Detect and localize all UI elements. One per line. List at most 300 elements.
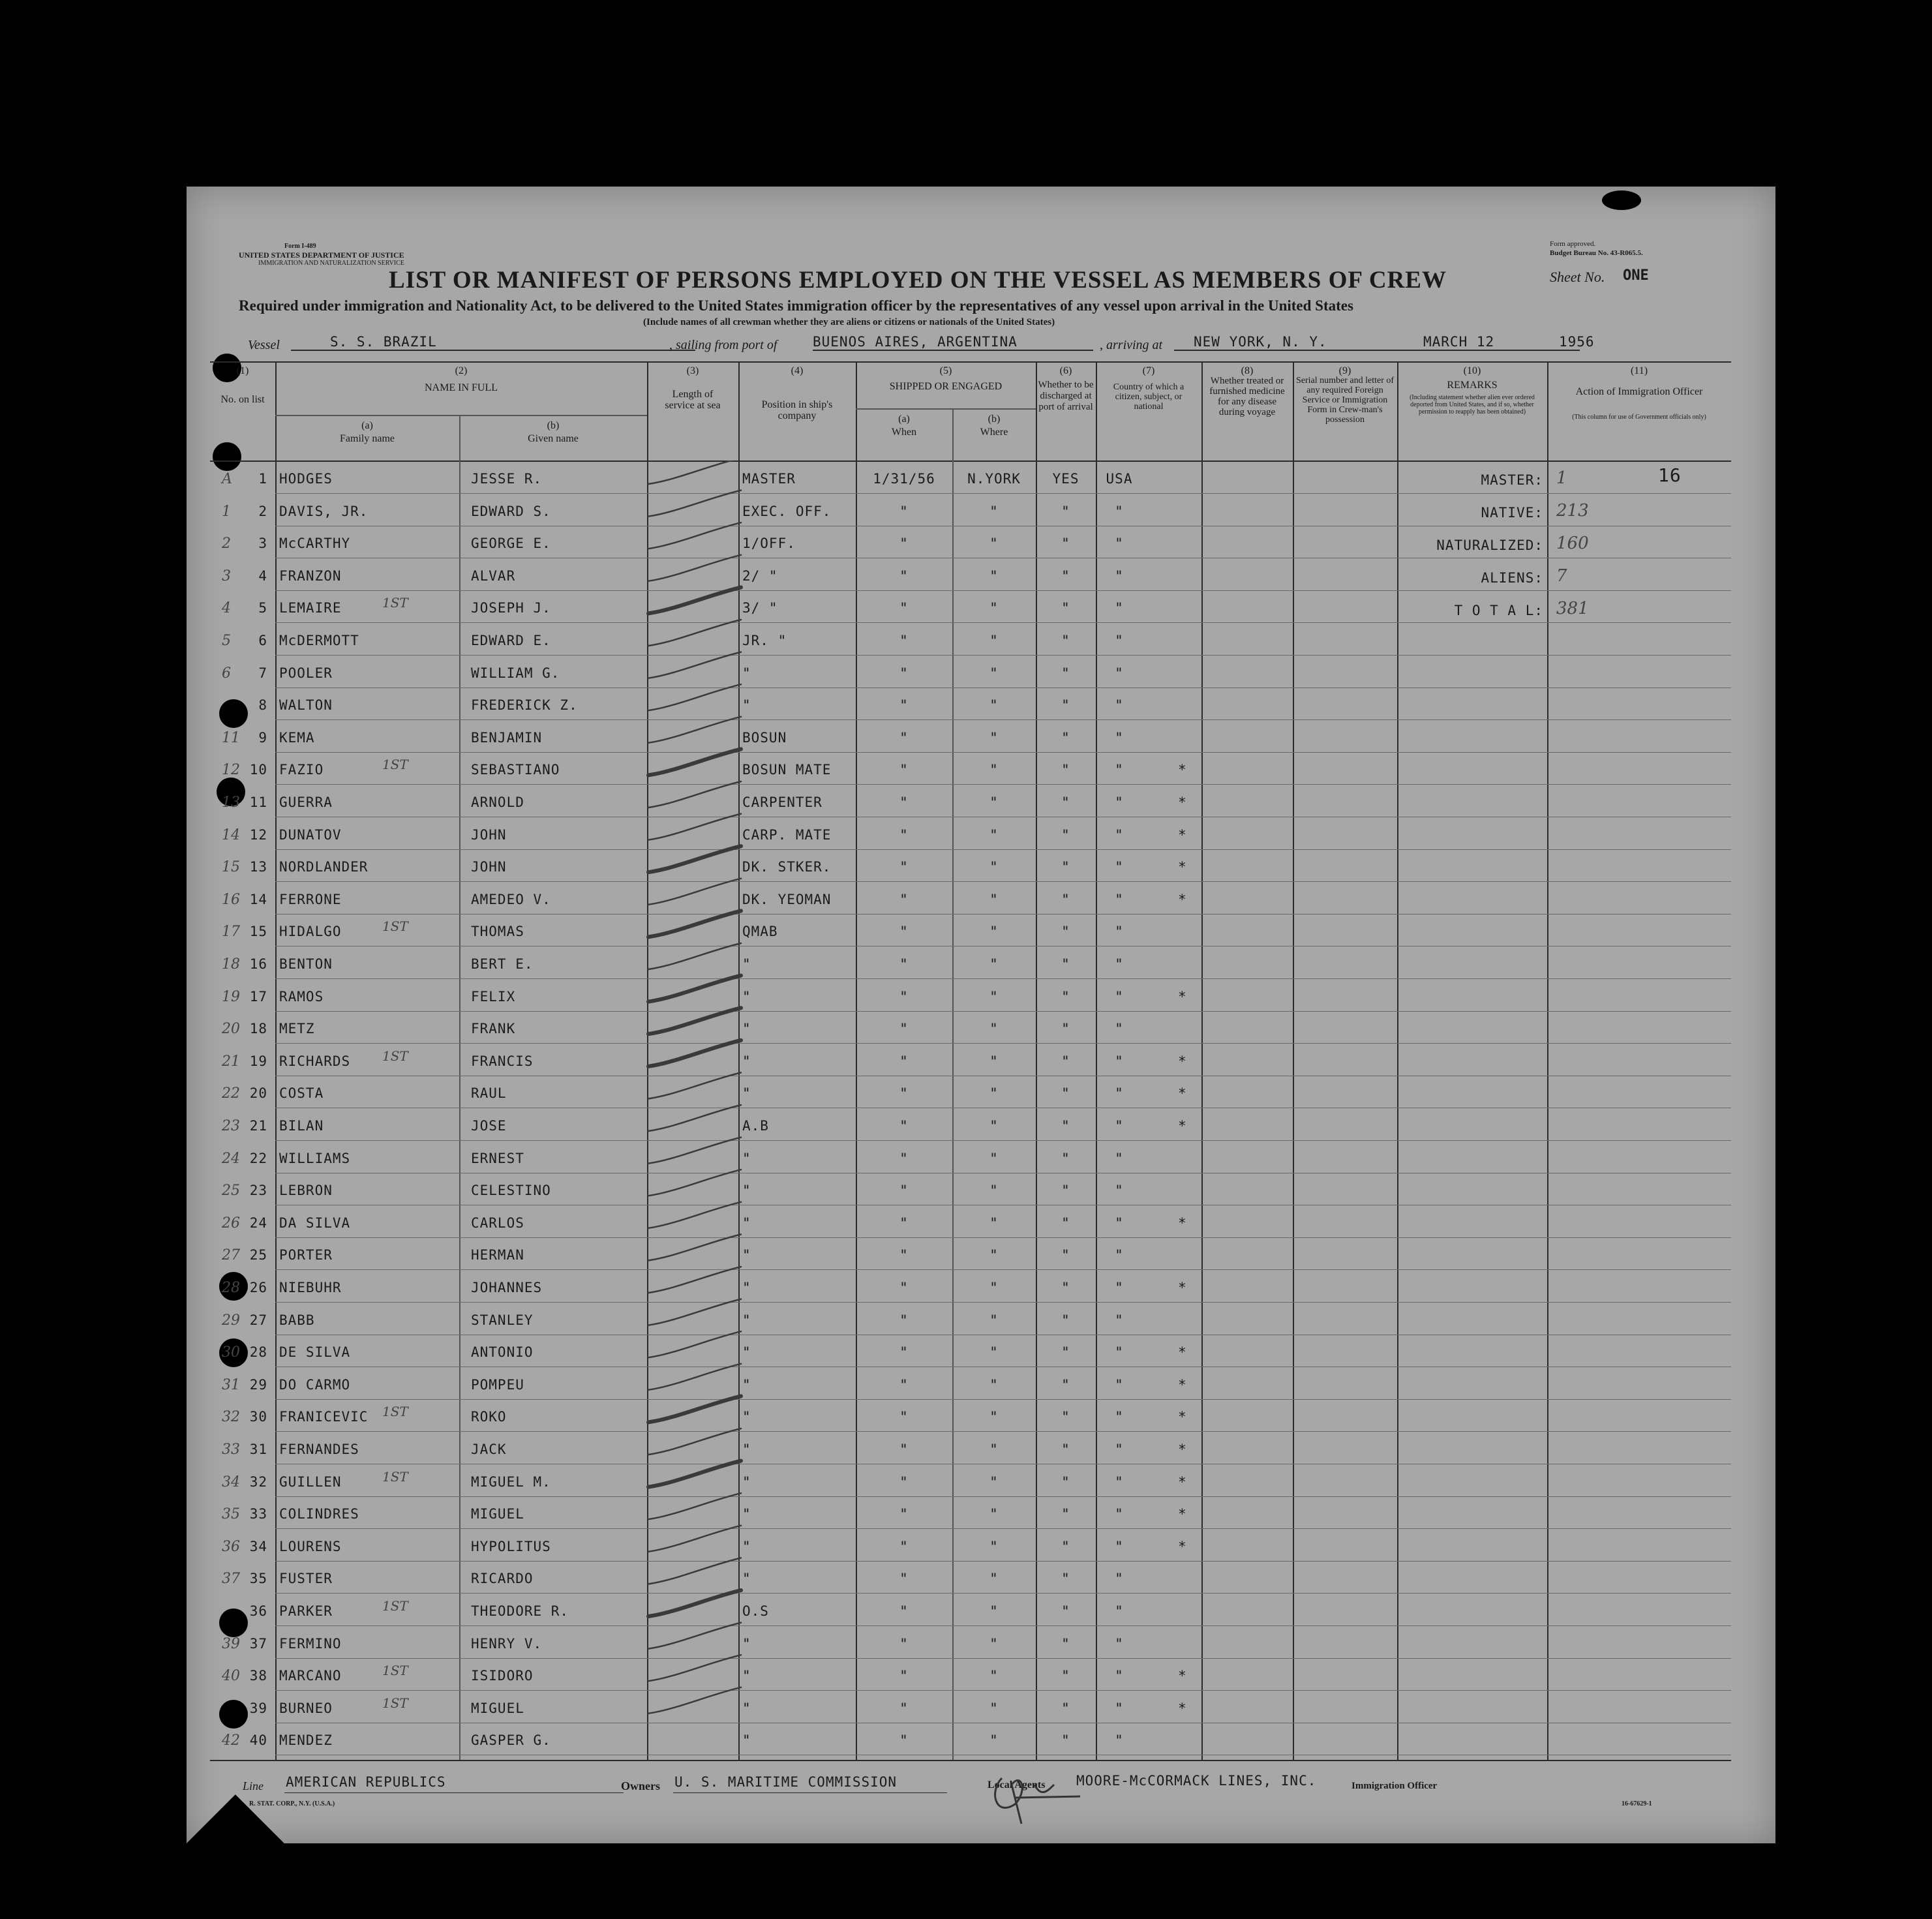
list-number: 29 xyxy=(249,1377,267,1393)
shipped-when: 1/31/56 xyxy=(873,471,935,487)
service-stroke xyxy=(648,1428,741,1455)
service-stroke xyxy=(648,749,741,775)
shipped-when: " xyxy=(899,1215,909,1231)
shipped-when: " xyxy=(899,1247,909,1263)
officer-signature xyxy=(976,1759,1106,1830)
family-name: DUNATOV xyxy=(279,827,342,843)
alien-mark: * xyxy=(1178,1215,1187,1231)
discharged: " xyxy=(1061,1636,1070,1652)
col3-num: (3) xyxy=(686,365,699,376)
shipped-when: " xyxy=(899,1539,909,1554)
form-title: LIST OR MANIFEST OF PERSONS EMPLOYED ON THE VESSEL AS MEMBERS OF CREW xyxy=(389,267,1447,294)
list-number-handwritten: 39 xyxy=(222,1636,240,1652)
list-number: 17 xyxy=(249,989,267,1005)
service-stroke xyxy=(648,814,741,840)
country: " xyxy=(1115,989,1124,1005)
torn-corner xyxy=(180,1794,291,1905)
list-number: 16 xyxy=(249,956,267,972)
country: " xyxy=(1115,633,1124,648)
list-number-handwritten: 13 xyxy=(222,794,240,811)
shipped-when: " xyxy=(899,1506,909,1522)
table-row xyxy=(187,1663,1775,1699)
table-row xyxy=(187,665,1775,697)
table-header-rule xyxy=(210,461,1731,462)
service-stroke xyxy=(648,652,741,678)
list-number-handwritten: 24 xyxy=(222,1151,240,1167)
shipped-when: " xyxy=(899,697,909,713)
alien-mark: * xyxy=(1178,1344,1187,1360)
given-name: FREDERICK Z. xyxy=(471,697,578,713)
list-number-handwritten: 30 xyxy=(222,1344,240,1361)
table-row xyxy=(187,892,1775,923)
col9-header: Serial number and letter of any required Foreign Service or Immigration Form in Crew-man's possession xyxy=(1295,376,1395,425)
country: " xyxy=(1115,794,1124,810)
table-row xyxy=(187,1215,1775,1247)
summary-label: ALIENS: xyxy=(1481,570,1543,586)
owners-name: U. S. MARITIME COMMISSION xyxy=(674,1774,898,1790)
port-of-departure: BUENOS AIRES, ARGENTINA xyxy=(813,334,1093,351)
country: " xyxy=(1115,1215,1124,1231)
shipped-when: " xyxy=(899,1603,909,1619)
shipped-where: " xyxy=(989,924,999,939)
budget-bureau: Budget Bureau No. 43-R065.5. xyxy=(1550,249,1643,257)
given-name: WILLIAM G. xyxy=(471,665,560,681)
service-stroke xyxy=(648,1170,741,1196)
summary-extra: 16 xyxy=(1658,464,1682,486)
country: " xyxy=(1115,1247,1124,1263)
position: " xyxy=(742,1344,751,1360)
arrival-date: MARCH 12 xyxy=(1391,334,1580,351)
service-stroke xyxy=(648,1655,741,1681)
form-approved: Form approved. xyxy=(1550,240,1596,248)
family-name: WILLIAMS xyxy=(279,1151,351,1166)
col7-num: (7) xyxy=(1142,365,1155,376)
family-name: MENDEZ xyxy=(279,1732,333,1748)
list-number: 8 xyxy=(258,697,267,713)
given-name: JOSEPH J. xyxy=(471,600,551,616)
discharged: " xyxy=(1061,1603,1070,1619)
family-name: COLINDRES xyxy=(279,1506,359,1522)
list-number: 25 xyxy=(249,1247,267,1263)
list-number: 6 xyxy=(258,633,267,648)
summary-value: 160 xyxy=(1556,534,1589,553)
col10-header: REMARKS xyxy=(1447,380,1498,391)
list-number: 20 xyxy=(249,1085,267,1101)
col3-header: Length of service at sea xyxy=(665,389,721,411)
position: " xyxy=(742,1312,751,1328)
service-stroke xyxy=(648,1526,741,1552)
family-name: McDERMOTT xyxy=(279,633,359,648)
shipped-when: " xyxy=(899,1700,909,1716)
family-name: DAVIS, JR. xyxy=(279,504,369,519)
handwritten-note: 1ST xyxy=(382,1404,408,1419)
country: " xyxy=(1115,504,1124,519)
form-note: (Include names of all crewman whether they are aliens or citizens or nationals of the United States) xyxy=(643,317,1055,327)
shipped-when: " xyxy=(899,1118,909,1134)
table-row xyxy=(187,1312,1775,1344)
form-number: Form I-489 xyxy=(284,243,316,250)
shipped-when: " xyxy=(899,1377,909,1393)
handwritten-note: 1ST xyxy=(382,918,408,934)
list-number: 40 xyxy=(249,1732,267,1748)
summary-value: 7 xyxy=(1556,566,1567,586)
service-stroke xyxy=(648,1623,741,1649)
table-row xyxy=(187,1506,1775,1537)
service-stroke xyxy=(648,1687,741,1714)
summary-value: 213 xyxy=(1556,501,1589,521)
shipped-where: N.YORK xyxy=(967,471,1021,487)
country: " xyxy=(1115,568,1124,584)
service-stroke xyxy=(648,1299,741,1325)
discharged: " xyxy=(1061,1247,1070,1263)
given-name: EDWARD S. xyxy=(471,504,551,519)
table-row xyxy=(187,1469,1775,1505)
given-name: AMEDEO V. xyxy=(471,892,551,907)
list-number-handwritten: 34 xyxy=(222,1474,240,1490)
family-name: LOURENS xyxy=(279,1539,342,1554)
shipped-when: " xyxy=(899,568,909,584)
col2b-header: Given name xyxy=(528,433,579,444)
country: " xyxy=(1115,892,1124,907)
position: 2/ " xyxy=(742,568,778,584)
shipped-where: " xyxy=(989,1280,999,1295)
service-stroke xyxy=(648,555,741,581)
position: " xyxy=(742,1474,751,1490)
list-number: 15 xyxy=(249,924,267,939)
footer-rule xyxy=(673,1792,947,1793)
position: DK. STKER. xyxy=(742,859,832,875)
col6-num: (6) xyxy=(1059,365,1072,376)
list-number-handwritten: 23 xyxy=(222,1118,240,1134)
given-name: ANTONIO xyxy=(471,1344,534,1360)
shipped-where: " xyxy=(989,1474,999,1490)
service-stroke xyxy=(648,1396,741,1422)
family-name: METZ xyxy=(279,1021,315,1036)
sub-rule xyxy=(856,408,1036,410)
family-name: RICHARDS xyxy=(279,1053,351,1069)
summary-label: T O T A L: xyxy=(1454,603,1543,618)
list-number: 27 xyxy=(249,1312,267,1328)
position: " xyxy=(742,697,751,713)
table-row xyxy=(187,1404,1775,1440)
list-number: 11 xyxy=(249,794,267,810)
list-number: 12 xyxy=(249,827,267,843)
service-stroke xyxy=(648,620,741,646)
given-name: RAUL xyxy=(471,1085,507,1101)
list-number: 19 xyxy=(249,1053,267,1069)
shipped-when: " xyxy=(899,956,909,972)
family-name: LEBRON xyxy=(279,1183,333,1198)
handwritten-note: 1ST xyxy=(382,1663,408,1678)
list-number-handwritten: 36 xyxy=(222,1539,240,1555)
service-length-marks xyxy=(643,461,747,1759)
given-name: MIGUEL M. xyxy=(471,1474,551,1490)
discharged: " xyxy=(1061,1183,1070,1198)
given-name: HYPOLITUS xyxy=(471,1539,551,1554)
shipped-when: " xyxy=(899,1151,909,1166)
discharged: " xyxy=(1061,1280,1070,1295)
discharged: " xyxy=(1061,827,1070,843)
summary-label: NATIVE: xyxy=(1481,505,1543,521)
shipped-where: " xyxy=(989,989,999,1005)
shipped-when: " xyxy=(899,600,909,616)
position: " xyxy=(742,1280,751,1295)
list-number-handwritten: 40 xyxy=(222,1668,240,1684)
summary-value: 1 xyxy=(1556,468,1567,488)
shipped-where: " xyxy=(989,794,999,810)
col11-header: Action of Immigration Officer xyxy=(1575,386,1703,397)
alien-mark: * xyxy=(1178,1409,1187,1425)
shipped-when: " xyxy=(899,1636,909,1652)
shipped-where: " xyxy=(989,762,999,778)
position: BOSUN xyxy=(742,730,787,746)
list-number-handwritten: 37 xyxy=(222,1571,240,1587)
country: " xyxy=(1115,1183,1124,1198)
position: " xyxy=(742,1636,751,1652)
table-row xyxy=(187,1280,1775,1311)
col2-num: (2) xyxy=(455,365,468,376)
col8-header: Whether treated or furnished medicine for any disease during voyage xyxy=(1209,376,1285,417)
given-name: EDWARD E. xyxy=(471,633,551,648)
country: " xyxy=(1115,536,1124,551)
position: O.S xyxy=(742,1603,769,1619)
given-name: POMPEU xyxy=(471,1377,524,1393)
alien-mark: * xyxy=(1178,794,1187,810)
shipped-when: " xyxy=(899,892,909,907)
shipped-where: " xyxy=(989,1085,999,1101)
list-number: 14 xyxy=(249,892,267,907)
given-name: HENRY V. xyxy=(471,1636,543,1652)
list-number-handwritten: 4 xyxy=(222,600,231,616)
country: " xyxy=(1115,762,1124,778)
table-row xyxy=(187,1571,1775,1602)
shipped-where: " xyxy=(989,1506,999,1522)
table-row xyxy=(187,859,1775,890)
country: " xyxy=(1115,1732,1124,1748)
given-name: JOHANNES xyxy=(471,1280,543,1295)
shipped-when: " xyxy=(899,1732,909,1748)
service-stroke xyxy=(648,1138,741,1164)
shipped-where: " xyxy=(989,1668,999,1684)
col2a-header: Family name xyxy=(340,433,395,444)
port-of-arrival: NEW YORK, N. Y. xyxy=(1174,334,1402,351)
shipped-where: " xyxy=(989,859,999,875)
shipped-when: " xyxy=(899,989,909,1005)
shipped-when: " xyxy=(899,827,909,843)
discharged: " xyxy=(1061,1506,1070,1522)
col5b-header: Where xyxy=(980,427,1008,438)
shipped-where: " xyxy=(989,1118,999,1134)
manifest-sheet xyxy=(187,187,1775,1843)
shipped-where: " xyxy=(989,1539,999,1554)
shipped-where: " xyxy=(989,1636,999,1652)
position: JR. " xyxy=(742,633,787,648)
shipped-when: " xyxy=(899,1312,909,1328)
position: A.B xyxy=(742,1118,769,1134)
list-number: 2 xyxy=(258,504,267,519)
table-row xyxy=(187,1183,1775,1214)
service-stroke xyxy=(648,1008,741,1034)
discharged: " xyxy=(1061,1539,1070,1554)
given-name: FELIX xyxy=(471,989,516,1005)
position: " xyxy=(742,1085,751,1101)
col4-header: Position in ship's company xyxy=(761,399,833,421)
family-name: DO CARMO xyxy=(279,1377,351,1393)
position: " xyxy=(742,956,751,972)
list-number: 38 xyxy=(249,1668,267,1684)
service-stroke xyxy=(648,1267,741,1293)
discharged: " xyxy=(1061,730,1070,746)
list-number-handwritten: 21 xyxy=(222,1053,240,1070)
position: " xyxy=(742,1151,751,1166)
summary-value: 381 xyxy=(1556,599,1589,618)
table-row xyxy=(187,956,1775,988)
table-row xyxy=(187,989,1775,1020)
list-number: 22 xyxy=(249,1151,267,1166)
col5b-letter: (b) xyxy=(988,414,1001,425)
service-stroke xyxy=(648,1461,741,1487)
table-row xyxy=(187,1695,1775,1732)
shipped-where: " xyxy=(989,1021,999,1036)
alien-mark: * xyxy=(1178,1053,1187,1069)
list-number: 9 xyxy=(258,730,267,746)
list-number: 39 xyxy=(249,1700,267,1716)
country: " xyxy=(1115,1377,1124,1393)
arriving-label: , arriving at xyxy=(1100,338,1163,352)
alien-mark: * xyxy=(1178,1539,1187,1554)
country: " xyxy=(1115,730,1124,746)
handwritten-note: 1ST xyxy=(382,1048,408,1064)
table-row xyxy=(187,1085,1775,1117)
family-name: BABB xyxy=(279,1312,315,1328)
country: " xyxy=(1115,1603,1124,1619)
col5a-letter: (a) xyxy=(898,414,910,425)
vessel-name: S. S. BRAZIL xyxy=(291,334,695,351)
sheet-number: ONE xyxy=(1623,267,1649,284)
family-name: HODGES xyxy=(279,471,333,487)
discharged: " xyxy=(1061,859,1070,875)
shipped-where: " xyxy=(989,1344,999,1360)
agency-line-1: UNITED STATES DEPARTMENT OF JUSTICE xyxy=(239,250,404,260)
alien-mark: * xyxy=(1178,1668,1187,1684)
sub-rule xyxy=(275,415,647,416)
table-row xyxy=(187,1247,1775,1278)
list-number: 26 xyxy=(249,1280,267,1295)
punch-hole xyxy=(1602,190,1641,210)
shipped-where: " xyxy=(989,892,999,907)
given-name: MIGUEL xyxy=(471,1506,524,1522)
col1-header: No. on list xyxy=(220,394,265,405)
given-name: GEORGE E. xyxy=(471,536,551,551)
col1-num: (1) xyxy=(236,365,249,376)
handwritten-note: 1ST xyxy=(382,1695,408,1711)
officer-label: Immigration Officer xyxy=(1351,1781,1438,1791)
list-number: 30 xyxy=(249,1409,267,1425)
sailing-label: , sailing from port of xyxy=(669,338,777,352)
service-stroke xyxy=(648,522,741,549)
table-row xyxy=(187,918,1775,955)
col9-num: (9) xyxy=(1338,365,1351,376)
shipped-when: " xyxy=(899,1085,909,1101)
service-stroke xyxy=(648,1105,741,1131)
col6-header: Whether to be discharged at port of arrival xyxy=(1038,380,1094,412)
given-name: ERNEST xyxy=(471,1151,524,1166)
given-name: RICARDO xyxy=(471,1571,534,1586)
given-name: ALVAR xyxy=(471,568,516,584)
alien-mark: * xyxy=(1178,1474,1187,1490)
handwritten-note: 1ST xyxy=(382,757,408,772)
shipped-where: " xyxy=(989,1571,999,1586)
family-name: DE SILVA xyxy=(279,1344,351,1360)
discharged: " xyxy=(1061,665,1070,681)
shipped-where: " xyxy=(989,1409,999,1425)
shipped-when: " xyxy=(899,1668,909,1684)
given-name: THEODORE R. xyxy=(471,1603,569,1619)
shipped-when: " xyxy=(899,1474,909,1490)
handwritten-note: 1ST xyxy=(382,1469,408,1485)
list-number: 4 xyxy=(258,568,267,584)
shipped-where: " xyxy=(989,1700,999,1716)
country: " xyxy=(1115,1021,1124,1036)
position: " xyxy=(742,1668,751,1684)
position: " xyxy=(742,1021,751,1036)
table-top-rule xyxy=(210,361,1731,363)
discharged: " xyxy=(1061,1085,1070,1101)
list-number: 18 xyxy=(249,1021,267,1036)
shipped-when: " xyxy=(899,794,909,810)
service-stroke xyxy=(648,1202,741,1228)
service-stroke xyxy=(648,717,741,743)
country: " xyxy=(1115,1539,1124,1554)
discharged: " xyxy=(1061,1442,1070,1457)
shipped-where: " xyxy=(989,633,999,648)
list-number-handwritten: 2 xyxy=(222,536,231,552)
position: " xyxy=(742,1409,751,1425)
country: " xyxy=(1115,1571,1124,1586)
col10-note: (Including statement whether alien ever ordered deported from United States, and if so, whether permission to reapply has been obtained) xyxy=(1410,394,1535,416)
discharged: " xyxy=(1061,600,1070,616)
discharged: " xyxy=(1061,956,1070,972)
shipped-where: " xyxy=(989,568,999,584)
given-name: JOSE xyxy=(471,1118,507,1134)
shipped-where: " xyxy=(989,1247,999,1263)
footer-rule xyxy=(284,1792,624,1793)
service-stroke xyxy=(648,846,741,872)
alien-mark: * xyxy=(1178,1506,1187,1522)
list-number: 31 xyxy=(249,1442,267,1457)
summary-label: MASTER: xyxy=(1481,472,1543,488)
shipped-where: " xyxy=(989,1183,999,1198)
discharged: " xyxy=(1061,1021,1070,1036)
list-number-handwritten: 33 xyxy=(222,1442,240,1458)
service-stroke xyxy=(648,1364,741,1390)
discharged: " xyxy=(1061,924,1070,939)
country: " xyxy=(1115,1700,1124,1716)
shipped-when: " xyxy=(899,730,909,746)
family-name: GUILLEN xyxy=(279,1474,342,1490)
country: " xyxy=(1115,1118,1124,1134)
given-name: BENJAMIN xyxy=(471,730,543,746)
position: " xyxy=(742,1506,751,1522)
country: " xyxy=(1115,1280,1124,1295)
list-number-handwritten: 35 xyxy=(222,1506,240,1522)
shipped-when: " xyxy=(899,1280,909,1295)
shipped-when: " xyxy=(899,1053,909,1069)
given-name: MIGUEL xyxy=(471,1700,524,1716)
alien-mark: * xyxy=(1178,1280,1187,1295)
alien-mark: * xyxy=(1178,1377,1187,1393)
given-name: FRANCIS xyxy=(471,1053,534,1069)
